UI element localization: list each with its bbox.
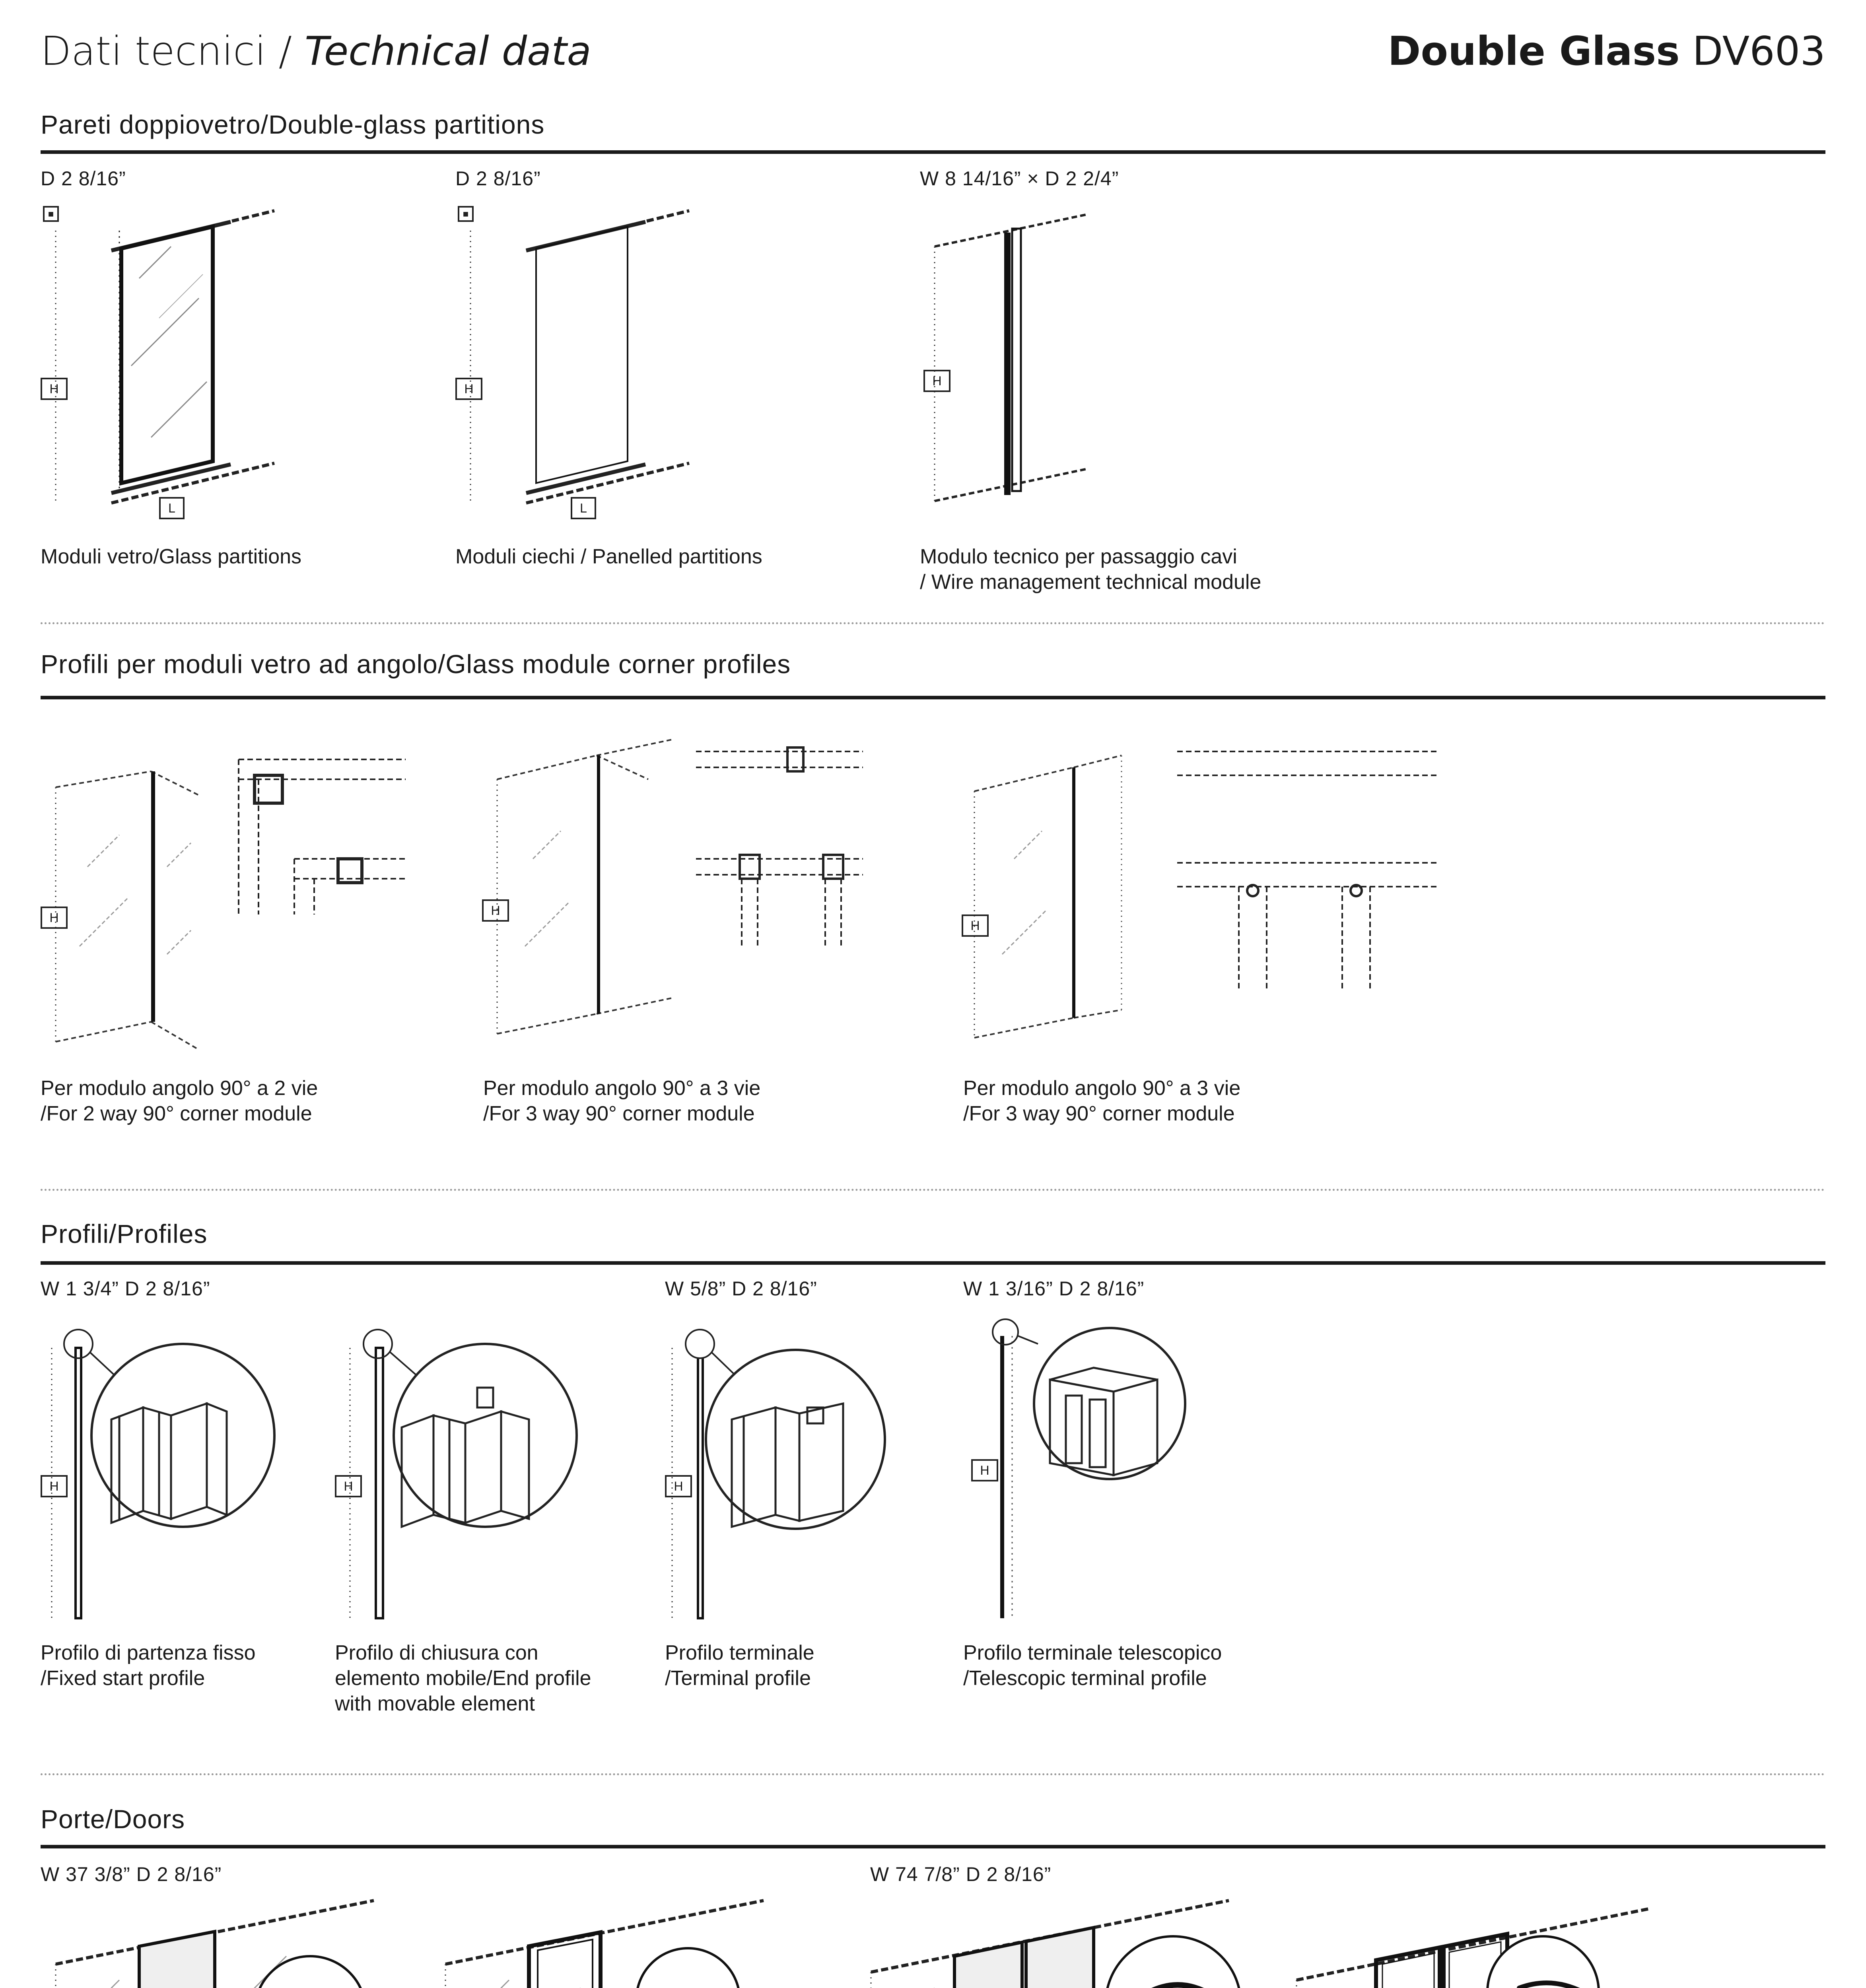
technical-module-drawing — [919, 199, 1098, 517]
caption-end-profile: Profilo di chiusura con elemento mobile/End profile with movable element — [335, 1641, 591, 1715]
height-label: H — [665, 1475, 692, 1497]
badge-icon: ■ — [48, 209, 54, 219]
caption-glass-partitions: Moduli vetro/Glass partitions — [41, 545, 302, 568]
caption-corner-3way-alt: Per modulo angolo 90° a 3 vie /For 3 way 90° corner module — [963, 1077, 1241, 1125]
height-label: H — [482, 899, 509, 922]
section-title-partitions: Pareti doppiovetro/Double-glass partitions — [41, 110, 545, 139]
dimension-label: W 1 3/4” D 2 8/16” — [41, 1277, 210, 1300]
badge-icon: ■ — [463, 209, 469, 219]
glass-partition-drawing — [40, 199, 286, 517]
corner-2way-drawing — [40, 747, 422, 1058]
section-title-doors: Porte/Doors — [41, 1804, 185, 1834]
height-label: H — [923, 370, 950, 392]
product-family: Double Glass — [1388, 28, 1680, 74]
section-rule — [41, 696, 1825, 699]
dimension-label: W 74 7/8” D 2 8/16” — [870, 1863, 1052, 1885]
corner-3way-alt-drawing — [958, 740, 1475, 1058]
dotted-divider — [41, 1189, 1825, 1191]
caption-corner-3way: Per modulo angolo 90° a 3 vie /For 3 way 90° corner module — [483, 1077, 761, 1125]
dimension-label: D 2 8/16” — [455, 167, 541, 190]
section-rule — [41, 1845, 1825, 1848]
height-label: H — [41, 1475, 68, 1497]
section-rule — [41, 150, 1825, 154]
caption-terminal-profile: Profilo terminale /Terminal profile — [665, 1641, 814, 1690]
double-glass-door-drawing — [1281, 1901, 1678, 1988]
caption-telescopic-profile: Profilo terminale telescopico /Telescopic terminal profile — [963, 1641, 1222, 1690]
caption-corner-2way: Per modulo angolo 90° a 2 vie /For 2 way 90° corner module — [41, 1077, 318, 1125]
corner-3way-drawing — [481, 740, 879, 1058]
dimension-label: W 1 3/16” D 2 8/16” — [963, 1277, 1145, 1300]
single-glass-door-drawing — [430, 1901, 827, 1988]
height-label: H — [962, 914, 989, 937]
product-code: DV603 — [1692, 28, 1825, 74]
page-title — [41, 28, 591, 74]
dotted-divider — [41, 622, 1825, 624]
fixed-start-profile-drawing — [40, 1324, 278, 1634]
height-label: H — [335, 1475, 362, 1497]
panelled-partition-drawing — [455, 199, 701, 517]
product-name — [1388, 28, 1825, 74]
section-title-profiles: Profili/Profiles — [41, 1219, 208, 1248]
dimension-label: D 2 8/16” — [41, 167, 126, 190]
caption-fixed-start-profile: Profilo di partenza fisso /Fixed start profile — [41, 1641, 256, 1690]
single-panelled-door-drawing — [40, 1901, 437, 1988]
height-label: H — [41, 907, 68, 929]
dotted-divider — [41, 1773, 1825, 1775]
dimension-label: W 5/8” D 2 8/16” — [665, 1277, 817, 1300]
title-separator: / — [266, 28, 305, 74]
section-title-corners: Profili per moduli vetro ad angolo/Glass module corner profiles — [41, 649, 791, 679]
height-label: H — [971, 1459, 998, 1481]
double-panelled-door-drawing — [855, 1901, 1253, 1988]
terminal-profile-drawing — [660, 1324, 883, 1634]
caption-technical-module: Modulo tecnico per passaggio cavi / Wire management technical module — [920, 545, 1261, 594]
height-label: H — [455, 378, 482, 400]
length-label: L — [159, 497, 185, 519]
height-label: H — [41, 378, 68, 400]
dimension-label: W 37 3/8” D 2 8/16” — [41, 1863, 222, 1885]
section-rule — [41, 1261, 1825, 1265]
length-label: L — [571, 497, 596, 519]
end-profile-drawing — [330, 1324, 569, 1634]
title-english: Technical data — [304, 28, 591, 74]
dimension-label: W 8 14/16” × D 2 2/4” — [920, 167, 1119, 190]
title-italian: Dati tecnici — [41, 28, 266, 74]
caption-panelled-partitions: Moduli ciechi / Panelled partitions — [455, 545, 762, 568]
